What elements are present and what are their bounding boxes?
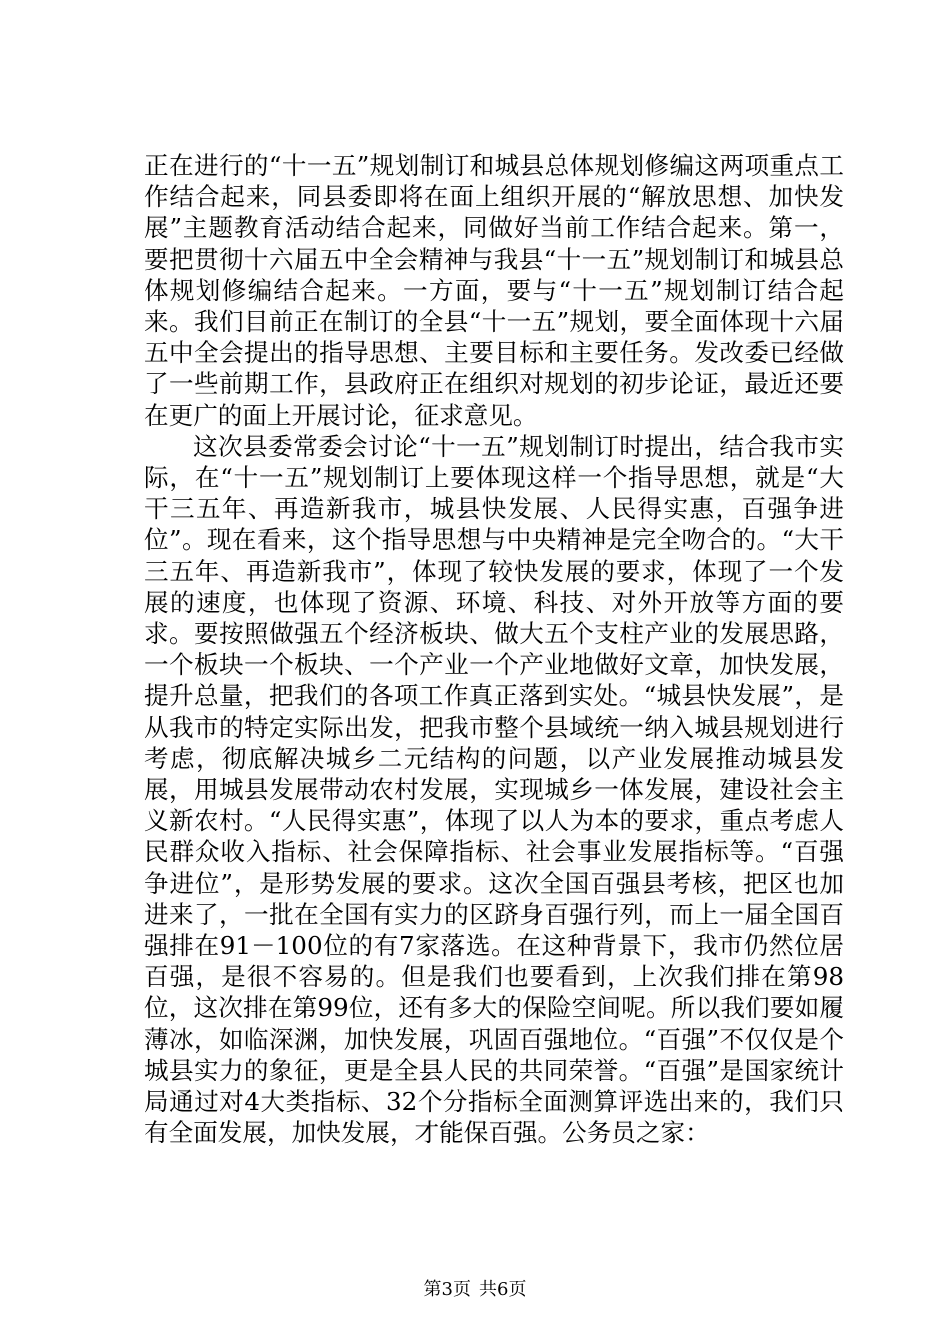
page-total: 共6页	[479, 1279, 527, 1300]
paragraph: 正在进行的“十一五”规划制订和城县总体规划修编这两项重点工作结合起来，同县委即将在面上组织开展的“解放思想、加快发展”主题教育活动结合起来，同做好当前工作结合起来。第一，要把贯彻十六届五中全会精神与我县“十一五”规划制订和城县总体规划修编结合起来。一方面，要与“十一五”规划制订结合起来。我们目前正在制订的全县“十一五”规划，要全面体现十六届五中全会提出的指导思想、主要目标和主要任务。发改委已经做了一些前期工作，县政府正在组织对规划的初步论证，最近还要在更广的面上开展讨论，征求意见。	[144, 151, 844, 430]
paragraph: 这次县委常委会讨论“十一五”规划制订时提出，结合我市实际，在“十一五”规划制订上要体现这样一个指导思想，就是“大干三五年、再造新我市，城县快发展、人民得实惠，百强争进位”。现在看来，这个指导思想与中央精神是完全吻合的。“大干三五年、再造新我市”，体现了较快发展的要求，体现了一个发展的速度，也体现了资源、环境、科技、对外开放等方面的要求。要按照做强五个经济板块、做大五个支柱产业的发展思路，一个板块一个板块、一个产业一个产业地做好文章，加快发展，提升总量，把我们的各项工作真正落到实处。“城县快发展”，是从我市的特定实际出发，把我市整个县域统一纳入城县规划进行考虑，彻底解决城乡二元结构的问题，以产业发展推动城县发展，用城县发展带动农村发展，实现城乡一体发展，建设社会主义新农村。“人民得实惠”，体现了以人为本的要求，重点考虑人民群众收入指标、社会保障指标、社会事业发展指标等。“百强争进位”，是形势发展的要求。这次全国百强县考核，把区也加进来了，一批在全国有实力的区跻身百强行列，而上一届全国百强排在91－100位的有7家落选。在这种背景下，我市仍然位居百强，是很不容易的。但是我们也要看到，上次我们排在第98位，这次排在第99位，还有多大的保险空间呢。所以我们要如履薄冰，如临深渊，加快发展，巩固百强地位。“百强”不仅仅是个城县实力的象征，更是全县人民的共同荣誉。“百强”是国家统计局通过对4大类指标、32个分指标全面测算评选出来的，我们只有全面发展，加快发展，才能保百强。公务员之家：	[144, 431, 844, 1148]
page-footer	[0, 1275, 950, 1301]
page-number: 第3页	[423, 1279, 471, 1300]
document-body	[144, 150, 844, 1149]
